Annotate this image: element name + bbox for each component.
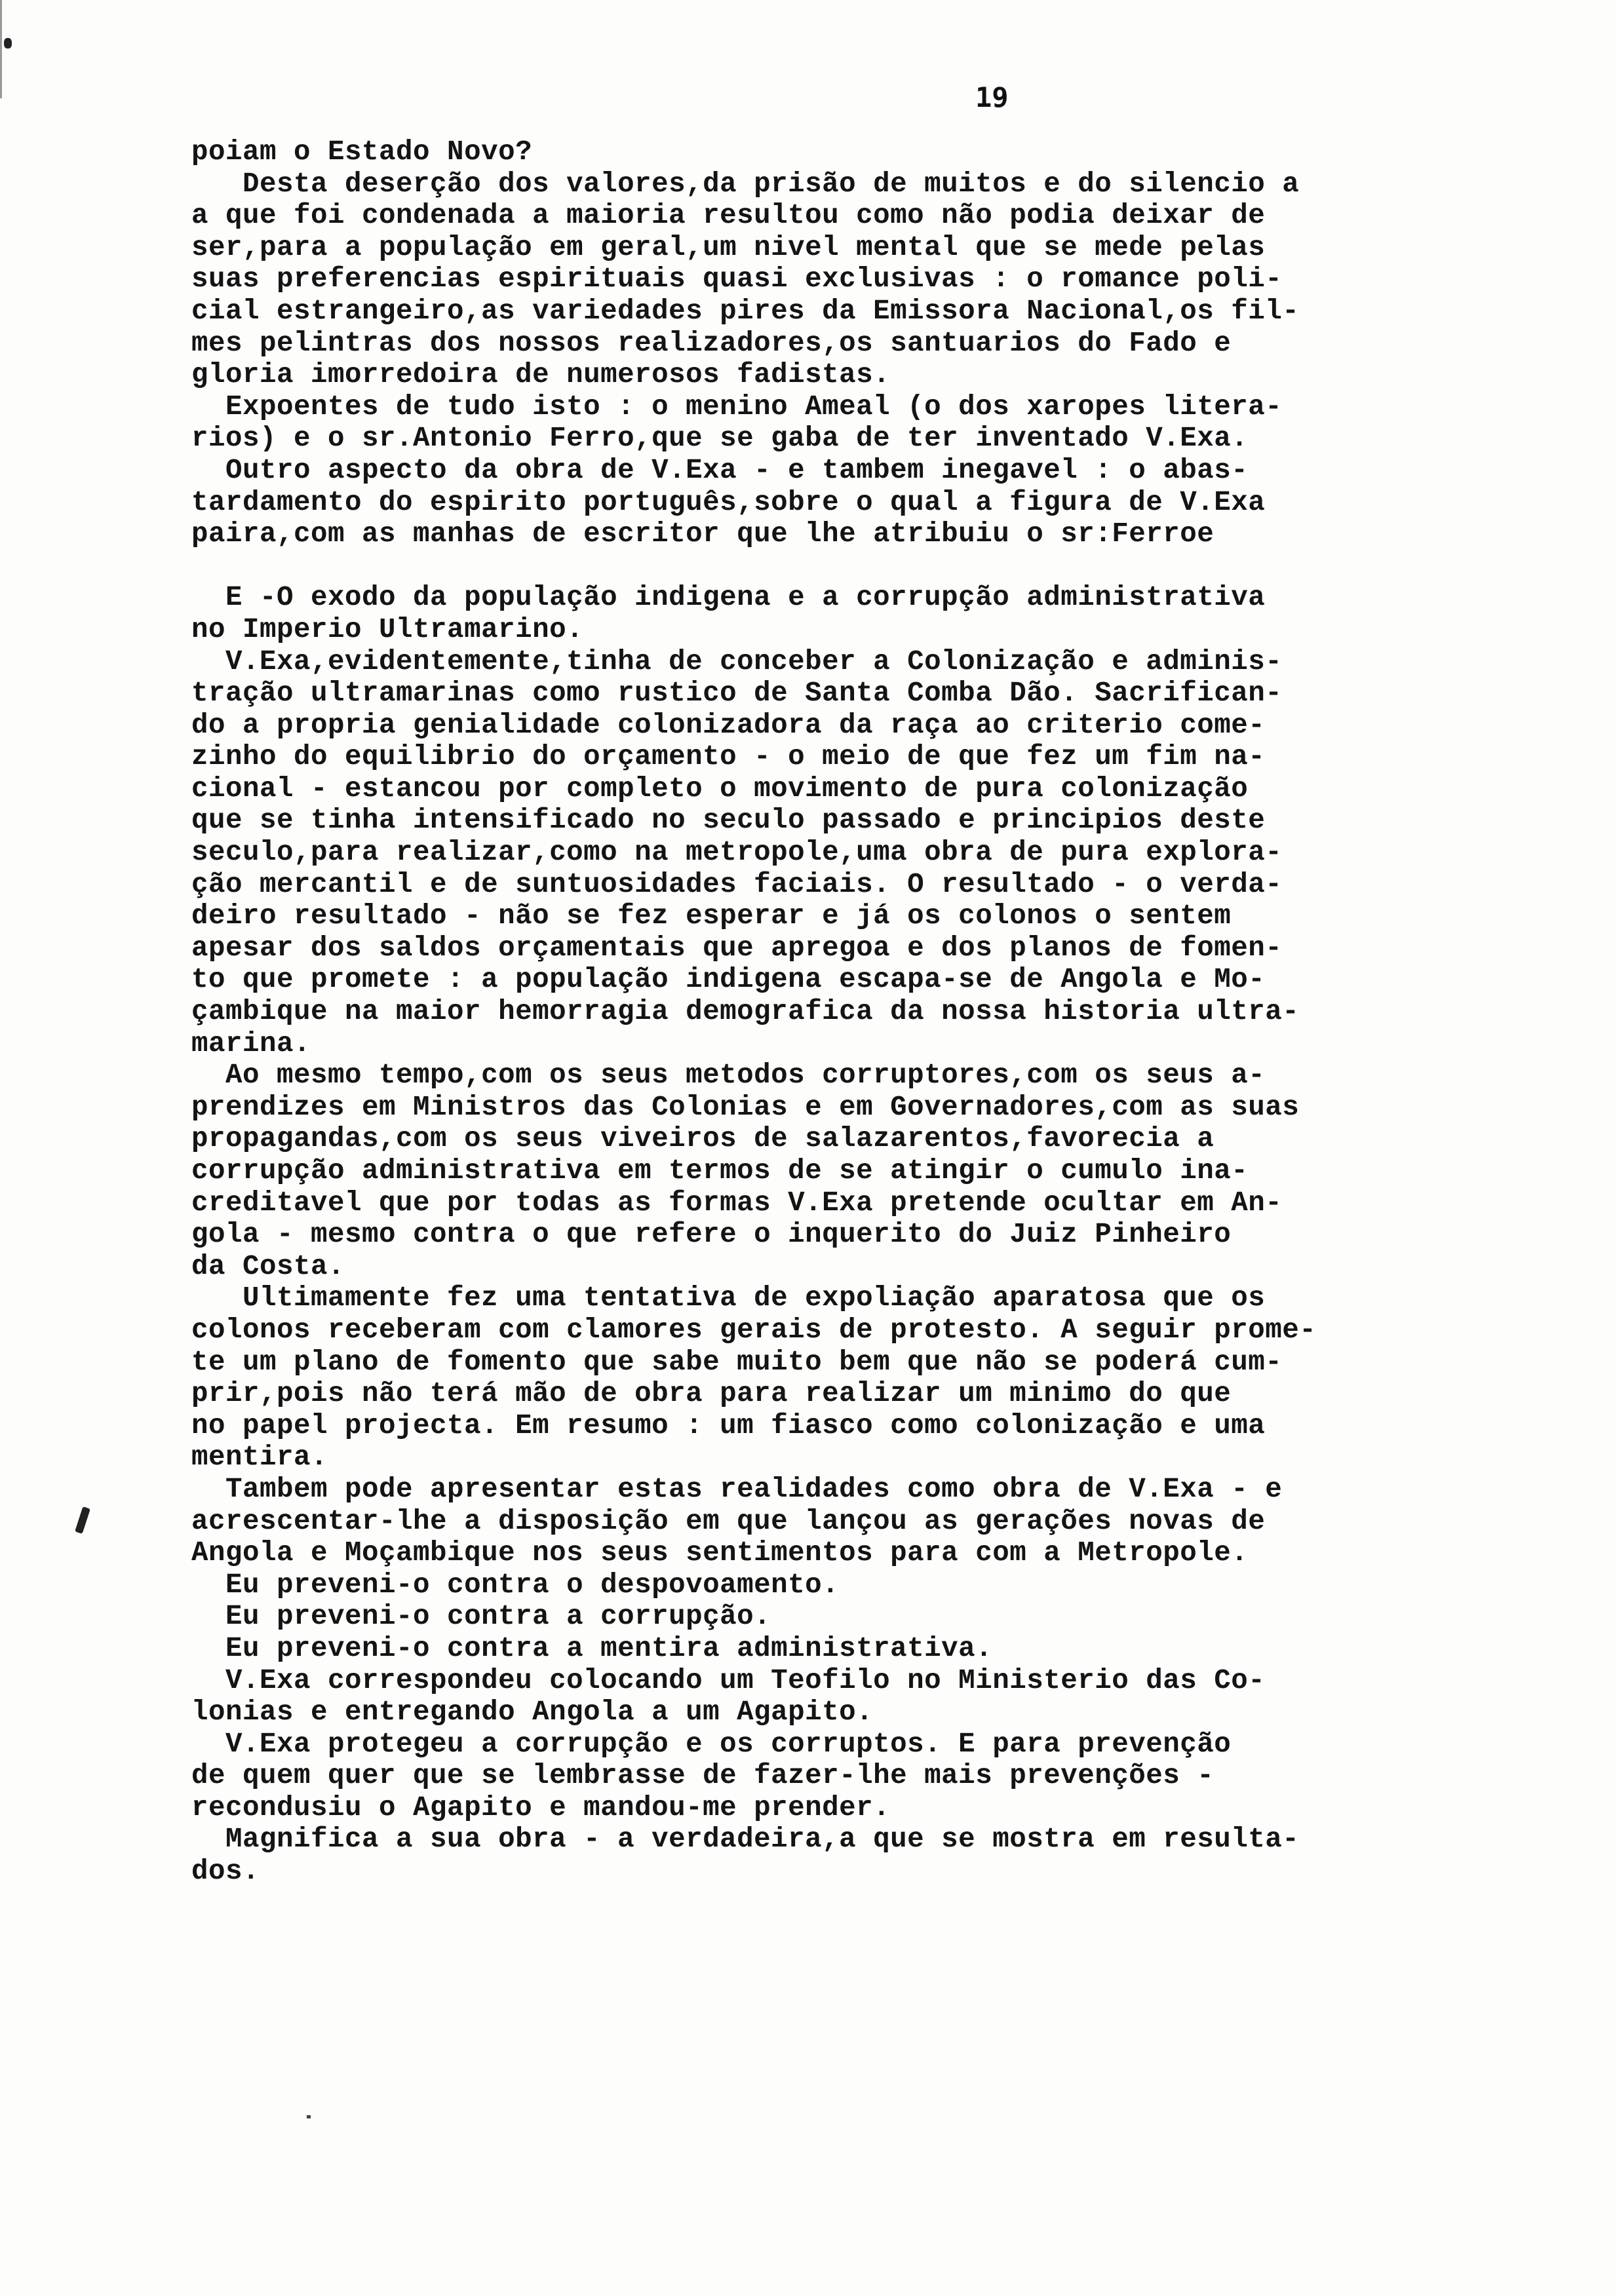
text-line: colonos receberam com clamores gerais de protesto. A seguir prome- — [191, 1314, 1317, 1346]
text-line: Outro aspecto da obra de V.Exa - e tambem inegavel : o abas- — [191, 454, 1249, 486]
text-line: do a propria genialidade colonizadora da raça ao criterio come- — [191, 709, 1266, 741]
text-line: marina. — [191, 1027, 311, 1060]
text-line: Eu preveni-o contra a mentira administrativa. — [191, 1632, 993, 1664]
typed-text-body — [191, 136, 1476, 1888]
text-line: Expoentes de tudo isto : o menino Ameal (o dos xaropes litera- — [191, 391, 1283, 423]
text-line — [191, 550, 1476, 583]
text-line: corrupção administrativa em termos de se atingir o cumulo ina- — [191, 1155, 1249, 1187]
text-line: cional - estancou por completo o movimento de pura colonização — [191, 773, 1249, 805]
text-line: tardamento do espirito português,sobre o qual a figura de V.Exa — [191, 486, 1266, 518]
text-line: Desta deserção dos valores,da prisão de muitos e do silencio a — [191, 168, 1300, 200]
margin-mark — [75, 1506, 90, 1534]
text-line: propagandas,com os seus viveiros de salazarentos,favorecia a — [191, 1123, 1215, 1155]
text-line: seculo,para realizar,como na metropole,uma obra de pura explora- — [191, 837, 1283, 869]
text-line: Eu preveni-o contra o despovoamento. — [191, 1569, 840, 1601]
text-line: a que foi condenada a maioria resultou como não podia deixar de — [191, 200, 1266, 232]
text-line: dos. — [191, 1856, 260, 1888]
text-line: da Costa. — [191, 1250, 345, 1282]
text-line: rios) e o sr.Antonio Ferro,que se gaba de ter inventado V.Exa. — [191, 423, 1249, 455]
text-line: çambique na maior hemorragia demografica da nossa historia ultra- — [191, 996, 1300, 1028]
text-line: deiro resultado - não se fez esperar e já os colonos o sentem — [191, 900, 1232, 932]
text-line: mes pelintras dos nossos realizadores,os santuarios do Fado e — [191, 327, 1232, 359]
text-line: V.Exa,evidentemente,tinha de conceber a Colonização e adminis- — [191, 645, 1283, 678]
page-number: 19 — [975, 81, 1009, 113]
text-line: poiam o Estado Novo? — [191, 136, 533, 168]
text-line: ser,para a população em geral,um nivel mental que se mede pelas — [191, 231, 1266, 263]
text-line: no papel projecta. Em resumo : um fiasco como colonização e uma — [191, 1409, 1266, 1442]
text-line: lonias e entregando Angola a um Agapito. — [191, 1696, 874, 1729]
text-line: Angola e Moçambique nos seus sentimentos para com a Metropole. — [191, 1537, 1249, 1569]
text-line: zinho do equilibrio do orçamento - o meio de que fez um fim na- — [191, 741, 1266, 773]
scan-mark — [4, 38, 12, 48]
text-line: apesar dos saldos orçamentais que apregoa e dos planos de fomen- — [191, 932, 1283, 964]
text-line: cial estrangeiro,as variedades pires da Emissora Nacional,os fil- — [191, 295, 1300, 327]
text-line: recondusiu o Agapito e mandou-me prender. — [191, 1791, 891, 1824]
text-line: suas preferencias espirituais quasi exclusivas : o romance poli- — [191, 263, 1283, 296]
text-line: Eu preveni-o contra a corrupção. — [191, 1601, 771, 1633]
text-line: acrescentar-lhe a disposição em que lançou as gerações novas de — [191, 1505, 1266, 1537]
text-line: creditavel que por todas as formas V.Exa pretende ocultar em An- — [191, 1187, 1283, 1219]
text-line: de quem quer que se lembrasse de fazer-lhe mais prevenções - — [191, 1760, 1215, 1792]
text-line: prir,pois não terá mão de obra para realizar um minimo do que — [191, 1378, 1232, 1410]
text-line: Ao mesmo tempo,com os seus metodos corruptores,com os seus a- — [191, 1060, 1266, 1092]
text-line: V.Exa correspondeu colocando um Teofilo no Ministerio das Co- — [191, 1664, 1266, 1696]
text-line: Ultimamente fez uma tentativa de expoliação aparatosa que os — [191, 1282, 1266, 1314]
scan-edge-line — [0, 0, 2, 98]
text-line: te um plano de fomento que sabe muito bem que não se poderá cum- — [191, 1346, 1283, 1378]
text-line: paira,com as manhas de escritor que lhe atribuiu o sr:Ferroe — [191, 518, 1215, 550]
text-line: que se tinha intensificado no seculo passado e principios deste — [191, 805, 1266, 837]
text-line: gloria imorredoira de numerosos fadistas. — [191, 359, 891, 391]
text-line: prendizes em Ministros das Colonias e em Governadores,com as suas — [191, 1091, 1300, 1123]
text-line: Tambem pode apresentar estas realidades como obra de V.Exa - e — [191, 1473, 1283, 1505]
text-line: to que promete : a população indigena escapa-se de Angola e Mo- — [191, 964, 1266, 996]
text-line: gola - mesmo contra o que refere o inquerito do Juiz Pinheiro — [191, 1219, 1232, 1251]
text-line: ção mercantil e de suntuosidades faciais. O resultado - o verda- — [191, 868, 1283, 900]
text-line: E -O exodo da população indigena e a corrupção administrativa — [191, 582, 1266, 614]
text-line: Magnifica a sua obra - a verdadeira,a que se mostra em resulta- — [191, 1824, 1300, 1856]
text-line: mentira. — [191, 1442, 328, 1474]
text-line: no Imperio Ultramarino. — [191, 613, 584, 645]
text-line: tração ultramarinas como rustico de Santa Comba Dão. Sacrifican- — [191, 678, 1283, 710]
text-line: V.Exa protegeu a corrupção e os corruptos. E para prevenção — [191, 1728, 1232, 1760]
scan-speck — [307, 2115, 311, 2118]
